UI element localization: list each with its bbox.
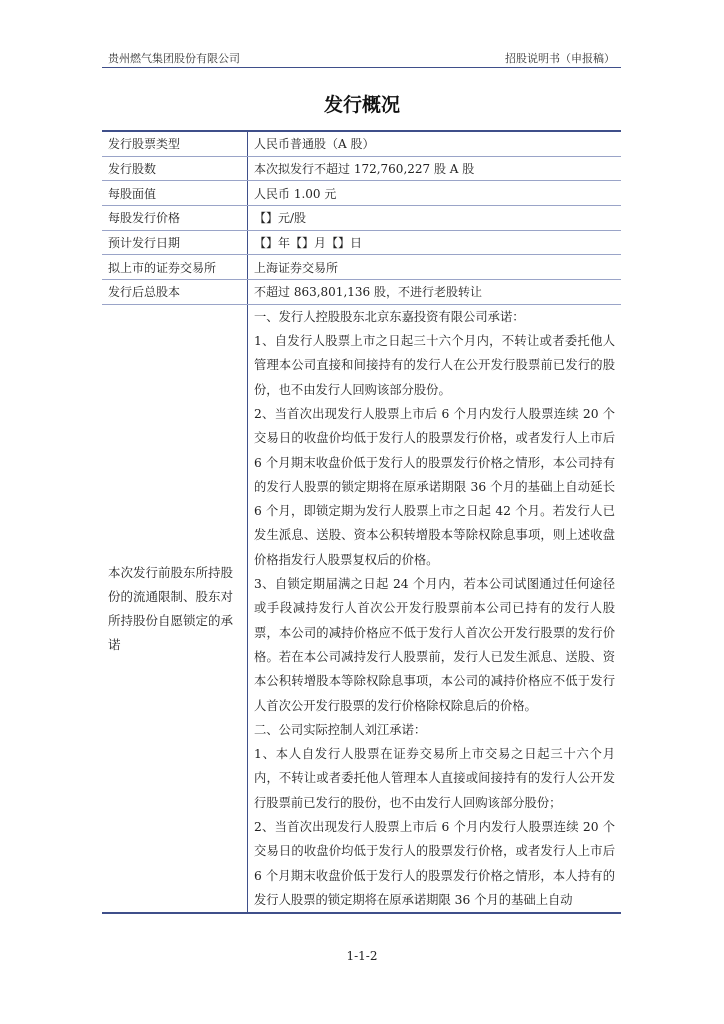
row-value: 【】年【】月【】日 xyxy=(248,230,622,255)
row-label: 每股发行价格 xyxy=(102,206,248,231)
header-company: 贵州燃气集团股份有限公司 xyxy=(108,52,240,65)
row-label: 发行股票类型 xyxy=(102,131,248,156)
page-title: 发行概况 xyxy=(323,94,400,116)
header-rule xyxy=(102,67,621,68)
table-row xyxy=(102,156,621,181)
table-row xyxy=(102,181,621,206)
page-header xyxy=(102,50,621,66)
table-row xyxy=(102,131,621,156)
row-label: 预计发行日期 xyxy=(102,230,248,255)
lockup-paragraph: 2、当首次出现发行人股票上市后 6 个月内发行人股票连续 20 个交易日的收盘价均低于发行人的股票发行价格，或者发行人上市后 6 个月期末收盘价低于发行人的股票发行价格之情形，本人持有的发行人股票的锁定期将在原承诺期限 36 个月的基础上自动 xyxy=(254,820,615,907)
lockup-paragraph: 1、本人自发行人股票在证券交易所上市交易之日起三十六个月内，不转让或者委托他人管理本人直接或间接持有的发行人公开发行股票前已发行的股份，也不由发行人回购该部分股份； xyxy=(254,747,615,810)
table-row xyxy=(102,255,621,280)
row-value: 不超过 863,801,136 股，不进行老股转让 xyxy=(248,280,622,305)
row-label: 每股面值 xyxy=(102,181,248,206)
issuance-overview-table xyxy=(102,130,621,914)
lockup-paragraph: 3、自锁定期届满之日起 24 个月内，若本公司试图通过任何途径或手段减持发行人首次公开发行股票前本公司已持有的发行人股票，本公司的减持价格应不低于发行人首次公开发行股票的发行价格。若在本公司减持发行人股票前，发行人已发生派息、送股、资本公积转增股本等除权除息事项，本公司的减持价格应不低于发行人首次公开发行股票的发行价格除权除息后的价格。 xyxy=(254,577,615,713)
row-label: 发行后总股本 xyxy=(102,280,248,305)
table-row xyxy=(102,230,621,255)
lockup-label: 本次发行前股东所持股份的流通限制、股东对所持股份自愿锁定的承诺 xyxy=(102,304,248,913)
page-number: 1-1-2 xyxy=(346,949,378,963)
header-doc-type: 招股说明书（申报稿） xyxy=(505,52,615,65)
lockup-paragraph: 二、公司实际控制人刘江承诺： xyxy=(254,722,427,737)
lockup-paragraph: 一、发行人控股股东北京东嘉投资有限公司承诺： xyxy=(254,309,525,324)
lockup-commitments xyxy=(248,304,622,913)
lockup-paragraph: 1、自发行人股票上市之日起三十六个月内，不转让或者委托他人管理本公司直接和间接持有的发行人在公开发行股票前已发行的股份，也不由发行人回购该部分股份。 xyxy=(254,334,615,397)
lockup-row xyxy=(102,304,621,913)
row-label: 拟上市的证券交易所 xyxy=(102,255,248,280)
table-row xyxy=(102,206,621,231)
row-value: 人民币 1.00 元 xyxy=(248,181,622,206)
row-value: 【】元/股 xyxy=(248,206,622,231)
table-row xyxy=(102,280,621,305)
row-value: 上海证券交易所 xyxy=(248,255,622,280)
row-value: 人民币普通股（A 股） xyxy=(248,131,622,156)
lockup-paragraph: 2、当首次出现发行人股票上市后 6 个月内发行人股票连续 20 个交易日的收盘价均低于发行人的股票发行价格，或者发行人上市后 6 个月期末收盘价低于发行人的股票发行价格之情形，本公司持有的发行人股票的锁定期将在原承诺期限 36 个月的基础上自动延长 6 个月，即锁定期为发行人股票上市之日起 42 个月。若发行人已发生派息、送股、资本公积转增股本等除权除息事项，则上述收盘价格指发行人股票复权后的价格。 xyxy=(254,407,615,567)
row-value: 本次拟发行不超过 172,760,227 股 A 股 xyxy=(248,156,622,181)
row-label: 发行股数 xyxy=(102,156,248,181)
